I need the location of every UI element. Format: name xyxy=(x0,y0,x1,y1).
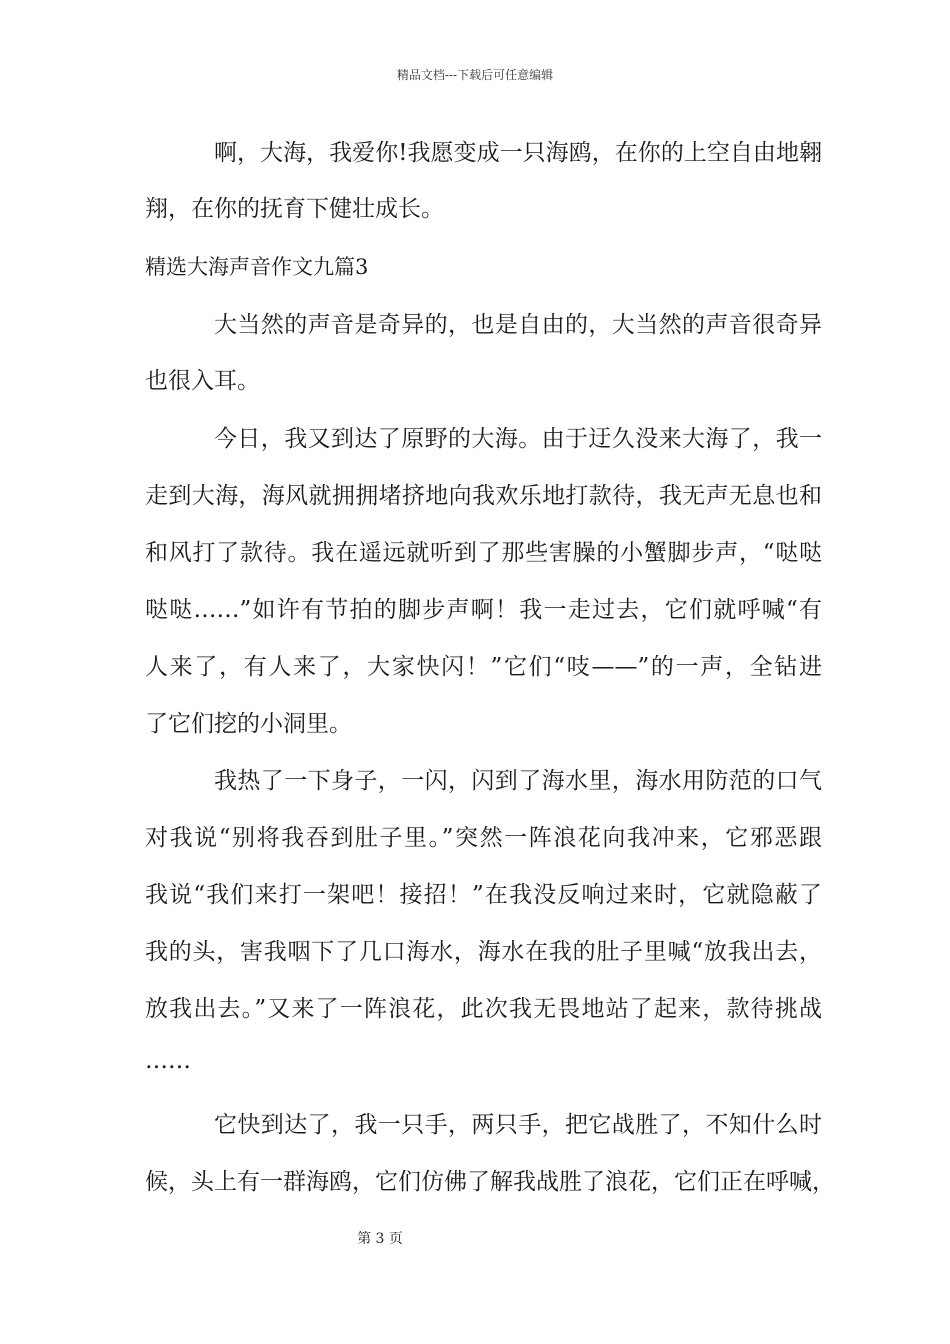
text-line: …… xyxy=(145,1048,191,1074)
text-line: 走到大海，海风就拥拥堵挤地向我欢乐地打款待，我无声无息也和 xyxy=(145,483,822,509)
text-line: 我的头，害我咽下了几口海水，海水在我的肚子里喊“放我出去， xyxy=(145,939,822,965)
text-line: 放我出去。”又来了一阵浪花，此次我无畏地站了起来，款待挑战 xyxy=(145,996,822,1022)
text-line: 哒哒……”如许有节拍的脚步声啊！我一走过去，它们就呼喊“有 xyxy=(145,597,822,623)
text-line: 翔，在你的抚育下健壮成长。 xyxy=(145,196,444,222)
text-line: 啊，大海，我爱你!我愿变成一只海鸥，在你的上空自由地翱 xyxy=(214,140,822,166)
text-line: 人来了，有人来了，大家快闪！”它们“吱——”的一声，全钻进 xyxy=(145,654,822,680)
page-header: 精品文档---下载后可任意编辑 xyxy=(396,68,554,82)
text-line: 我热了一下身子，一闪，闪到了海水里，海水用防范的口气 xyxy=(214,768,822,794)
text-line: 候，头上有一群海鸥，它们仿佛了解我战胜了浪花，它们正在呼喊， xyxy=(145,1169,835,1195)
text-line: 和风打了款待。我在遥远就听到了那些害臊的小蟹脚步声，“哒哒 xyxy=(145,540,822,566)
section-heading: 精选大海声音作文九篇3 xyxy=(145,255,369,279)
text-line: 大当然的声音是奇异的，也是自由的，大当然的声音很奇异 xyxy=(214,312,822,338)
text-line: 它快到达了，我一只手，两只手，把它战胜了，不知什么时 xyxy=(214,1112,822,1138)
page-number: 第 3 页 xyxy=(357,1231,403,1247)
text-line: 我说“我们来打一架吧！接招！”在我没反响过来时，它就隐蔽了 xyxy=(145,882,822,908)
text-line: 了它们挖的小洞里。 xyxy=(145,711,352,737)
text-line: 也很入耳。 xyxy=(145,368,260,394)
text-line: 对我说“别将我吞到肚子里。”突然一阵浪花向我冲来，它邪恶跟 xyxy=(145,825,822,851)
text-line: 今日，我又到达了原野的大海。由于迂久没来大海了，我一 xyxy=(214,426,822,452)
